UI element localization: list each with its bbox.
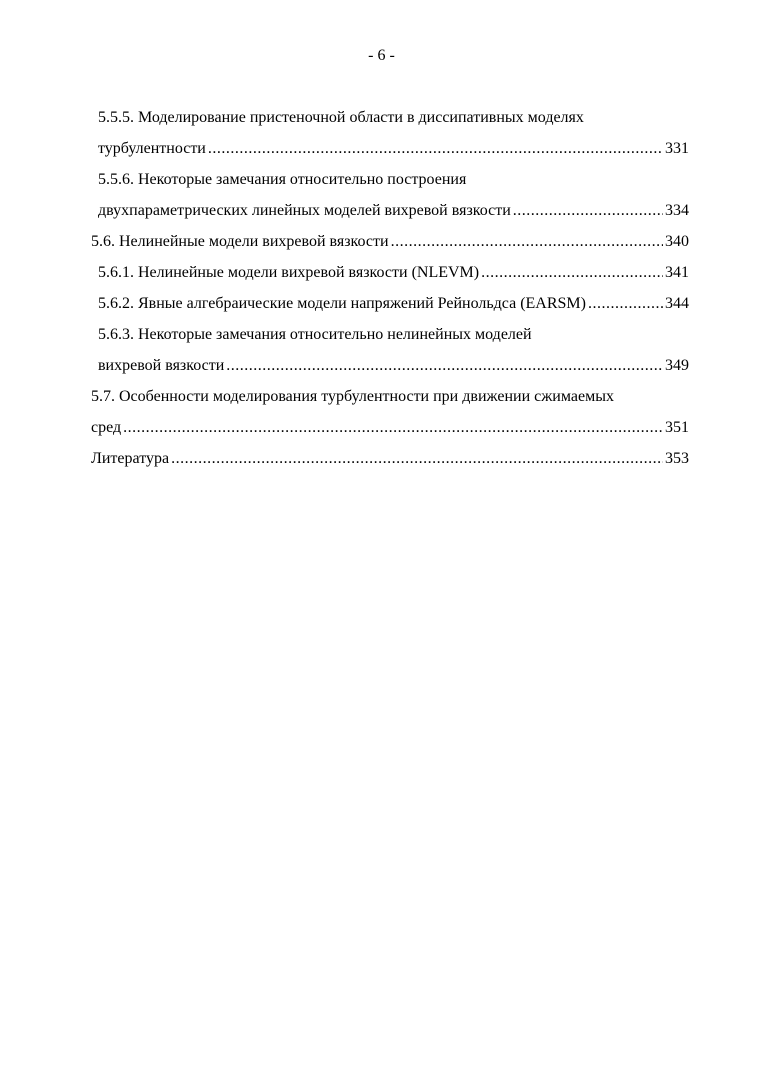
toc-entry-text: 5.5.5. Моделирование пристеночной области в диссипативных моделях (98, 109, 584, 126)
toc-entry-5-5-5-line2[interactable] (98, 137, 689, 161)
toc-entry-5-6[interactable] (91, 230, 689, 254)
toc-entry-text: двухпараметрических линейных моделей вихревой вязкости (98, 202, 511, 219)
toc-page-number: 344 (665, 295, 689, 312)
toc-entry-text: турбулентности (98, 140, 206, 157)
toc-entry-text: 5.6.2. Явные алгебраические модели напряжений Рейнольдса (EARSM) (98, 295, 586, 312)
toc-entry-text: вихревой вязкости (98, 357, 225, 374)
toc-page-number: 340 (665, 233, 689, 250)
dot-leader (513, 199, 663, 223)
toc-entry-5-7-line2[interactable] (91, 416, 689, 440)
dot-leader (208, 137, 663, 161)
toc-entry-text: 5.5.6. Некоторые замечания относительно построения (98, 171, 467, 188)
toc-page-number: 341 (665, 264, 689, 281)
toc-entry-text: 5.6.1. Нелинейные модели вихревой вязкости (NLEVM) (98, 264, 480, 281)
toc-entry-5-6-2[interactable] (98, 292, 689, 316)
toc-page-number: 334 (665, 202, 689, 219)
page-number: - 6 - (368, 47, 395, 64)
dot-leader (171, 447, 663, 471)
toc-page-number: 353 (665, 450, 689, 467)
dot-leader (588, 292, 663, 316)
toc-entry-5-6-3-line2[interactable] (98, 354, 689, 378)
toc-entry-text: 5.6.3. Некоторые замечания относительно нелинейных моделей (98, 326, 532, 343)
toc-entry-5-7-line1 (91, 385, 689, 409)
toc-entry-5-6-3-line1 (98, 323, 658, 347)
toc-entry-text: Литература (91, 450, 170, 467)
toc-entry-5-5-6-line2[interactable] (98, 199, 689, 223)
toc-entry-5-6-1[interactable] (98, 261, 689, 285)
dot-leader (226, 354, 663, 378)
dot-leader (481, 261, 663, 285)
toc-entry-5-5-6-line1 (98, 168, 658, 192)
toc-page-number: 351 (665, 419, 689, 436)
dot-leader (123, 416, 663, 440)
dot-leader (391, 230, 663, 254)
toc-entry-text: 5.6. Нелинейные модели вихревой вязкости (91, 233, 389, 250)
toc-entry-literature[interactable] (91, 447, 689, 471)
toc-entry-text: 5.7. Особенности моделирования турбулентности при движении сжимаемых (91, 388, 614, 405)
toc-entry-5-5-5-line1 (98, 106, 658, 130)
toc-entry-text: сред (91, 419, 122, 436)
toc-page-number: 331 (665, 140, 689, 157)
toc-page-number: 349 (665, 357, 689, 374)
